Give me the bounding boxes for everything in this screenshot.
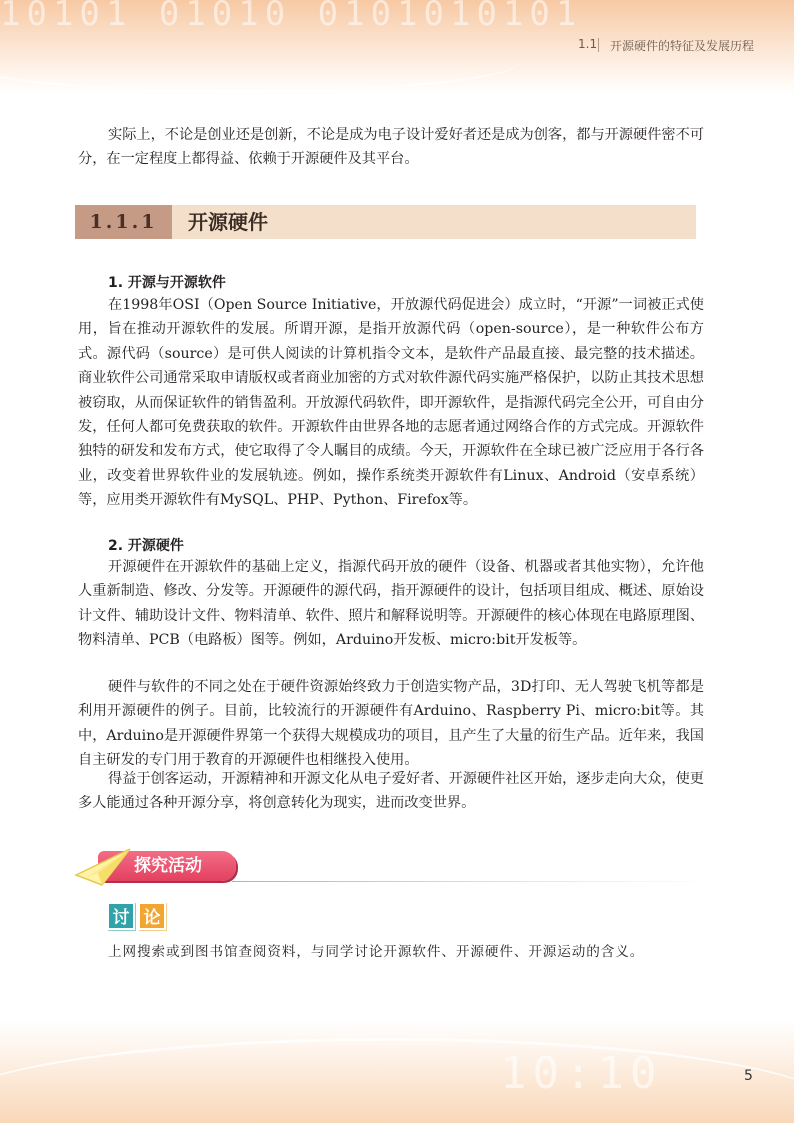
activity-divider-line — [232, 881, 712, 882]
discuss-char-1: 讨 — [107, 902, 135, 930]
paragraph-maker-movement: 得益于创客运动，开源精神和开源文化从电子爱好者、开源硬件社区开始，逐步走向大众，使更多人能通过各种开源分享，将创意转化为现实，进而改变世界。 — [78, 771, 704, 812]
discussion-icon — [107, 902, 171, 932]
running-header-title: 开源硬件的特征及发展历程 — [610, 39, 755, 53]
paragraph-hardware-definition: 开源硬件在开源软件的基础上定义，指源代码开放的硬件（设备、机器或者其他实物），允许他人重新制造、修改、分发等。开源硬件的源代码，指开源硬件的设计，包括项目组成、概述、原始设计文件、辅助设计文件、物料清单、软件、照片和解释说明等。开源硬件的核心体现在电路原理图、物料清单、PCB（电路板）图等。例如，Arduino开发板、micro:bit开发板等。 — [78, 559, 704, 649]
paper-plane-icon — [72, 845, 134, 891]
header-wave-decoration — [0, 30, 520, 93]
activity-badge-label: 探究活动 — [134, 856, 202, 876]
subheading-open-source-software: 1. 开源与开源软件 — [108, 275, 226, 291]
section-number: 1.1.1 — [75, 205, 172, 239]
footer-band — [0, 1020, 794, 1123]
discussion-prompt: 上网搜索或到图书馆查阅资料，与同学讨论开源软件、开源硬件、开源运动的含义。 — [108, 944, 645, 960]
running-header-number: 1.1 — [578, 37, 598, 51]
paragraph-hardware-examples: 硬件与软件的不同之处在于硬件资源始终致力于创造实物产品，3D打印、无人驾驶飞机等都是利用开源硬件的例子。目前，比较流行的开源硬件有Arduino、Raspberry Pi、micro:bit等。其中，Arduino是开源硬件界第一个获得大规模成功的项目，且产生了大量的衍生产品。近年来，我国自主研发的专门用于教育的开源硬件也相继投入使用。 — [78, 679, 704, 769]
discuss-char-2: 论 — [138, 902, 166, 930]
subheading-open-source-hardware: 2. 开源硬件 — [108, 538, 184, 554]
section-heading-bar — [75, 205, 696, 239]
header-binary-decoration: 10101 01010 0101010101 — [0, 0, 583, 34]
footer-digits-decoration: 10:10 — [500, 1048, 663, 1099]
inquiry-activity-header — [72, 845, 712, 891]
section-title: 开源硬件 — [188, 210, 268, 234]
paragraph-open-source-software: 在1998年OSI（Open Source Initiative，开放源代码促进会）成立时，“开源”一词被正式使用，旨在推动开源软件的发展。所谓开源，是指开放源代码（open-source），是一种软件公布方式。源代码（source）是可供人阅读的计算机指令文本，是软件产品最直接、最完整的技术描述。商业软件公司通常采取申请版权或者商业加密的方式对软件源代码实施严格保护，以防止其技术思想被窃取，从而保证软件的销售盈利。开放源代码软件，即开源软件，是指源代码完全公开，可自由分发，任何人都可免费获取的软件。开源软件由世界各地的志愿者通过网络合作的方式完成。开源软件独特的研发和发布方式，使它取得了令人瞩目的成绩。今天，开源软件在全球已被广泛应用于各行各业，改变着世界软件业的发展轨迹。例如，操作系统类开源软件有Linux、Android（安卓系统）等，应用类开源软件有MySQL、PHP、Python、Firefox等。 — [78, 297, 704, 509]
running-header-divider — [598, 38, 599, 52]
page-number: 5 — [744, 1068, 753, 1084]
footer-curve-decoration — [0, 1038, 794, 1123]
intro-paragraph: 实际上，不论是创业还是创新，不论是成为电子设计爱好者还是成为创客，都与开源硬件密不可分，在一定程度上都得益、依赖于开源硬件及其平台。 — [78, 127, 704, 168]
